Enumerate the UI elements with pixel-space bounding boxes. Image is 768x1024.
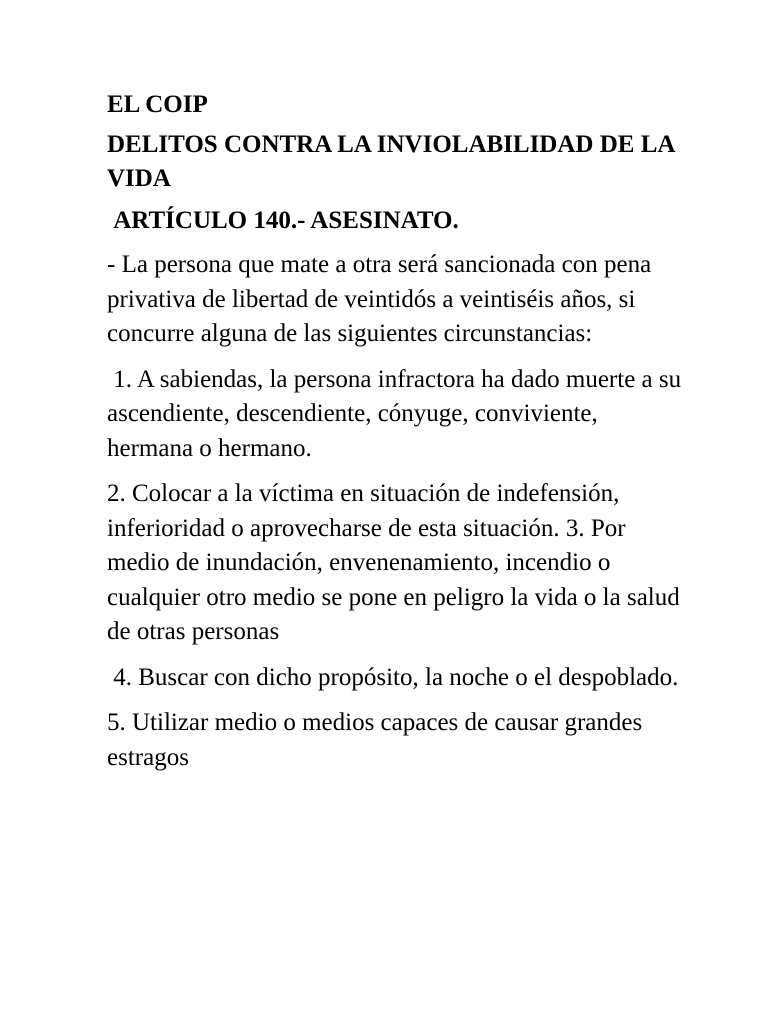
paragraph-item-5: 5. Utilizar medio o medios capaces de causar grandes estragos [107, 709, 649, 771]
document-page [107, 88, 687, 786]
article-heading: ARTÍCULO 140.- ASESINATO. [107, 207, 459, 234]
paragraph-item-4: 4. Buscar con dicho propósito, la noche o el despoblado. [107, 663, 679, 691]
paragraph-item-1: 1. A sabiendas, la persona infractora ha dado muerte a su ascendiente, descendiente, cónyuge, conviviente, hermana o hermano. [107, 365, 688, 462]
document-title: EL COIP [107, 91, 208, 118]
section-heading: DELITOS CONTRA LA INVIOLABILIDAD DE LA VIDA [107, 131, 680, 192]
paragraph-item-2-3: 2. Colocar a la víctima en situación de indefensión, inferioridad o aprovecharse de esta situación. 3. Por medio de inundación, envenenamiento, incendio o cualquier otro medio se pone en peligro la vida o la salud de otras personas [107, 480, 686, 645]
paragraph-intro: - La persona que mate a otra será sancionada con pena privativa de libertad de veintidós a veintiséis años, si concurre alguna de las siguientes circunstancias: [107, 251, 658, 347]
